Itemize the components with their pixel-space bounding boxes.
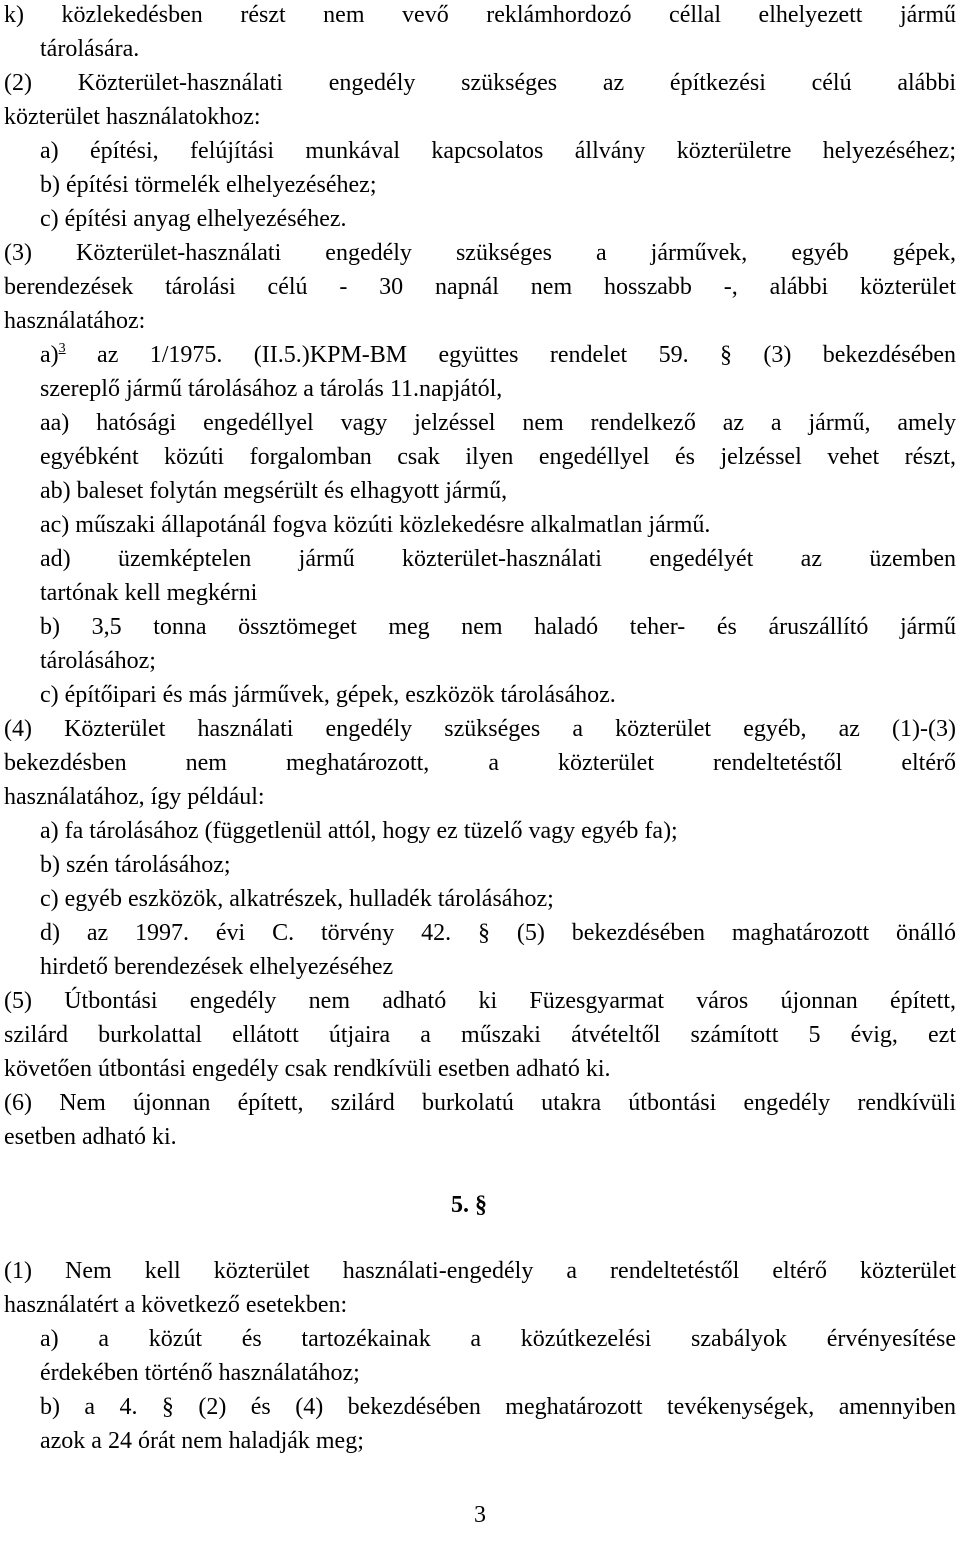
text-line: (4) Közterület használati engedély szükséges a közterület egyéb, az (1)-(3) bbox=[4, 716, 956, 742]
text-line: c) egyéb eszközök, alkatrészek, hulladék tárolásához; bbox=[40, 886, 554, 912]
text-line: használatért a következő esetekben: bbox=[4, 1292, 348, 1318]
text-line: szereplő jármű tárolásához a tárolás 11.napjától, bbox=[40, 376, 503, 402]
text-line: c) építőipari és más járművek, gépek, eszközök tárolásához. bbox=[40, 682, 616, 708]
text-line: berendezések tárolási célú - 30 napnál nem hosszabb -, alábbi közterület bbox=[4, 274, 956, 300]
text-line: b) a 4. § (2) és (4) bekezdésében meghatározott tevékenységek, amennyiben bbox=[40, 1394, 956, 1420]
text-line: a) a közút és tartozékainak a közútkezelési szabályok érvényesítése bbox=[40, 1326, 956, 1352]
text-line: használatához: bbox=[4, 308, 146, 334]
text-line: tárolására. bbox=[40, 36, 140, 62]
text-line: közterület használatokhoz: bbox=[4, 104, 261, 130]
text-line: a) fa tárolásához (függetlenül attól, hogy ez tüzelő vagy egyéb fa); bbox=[40, 818, 678, 844]
text-line: használatához, így például: bbox=[4, 784, 265, 810]
text-line: d) az 1997. évi C. törvény 42. § (5) bekezdésében maghatározott önálló bbox=[40, 920, 956, 946]
text-line: (3) Közterület-használati engedély szükséges a járművek, egyéb gépek, bbox=[4, 240, 956, 266]
text-line: b) 3,5 tonna össztömeget meg nem haladó teher- és áruszállító jármű bbox=[40, 614, 956, 640]
section-heading: 5. § bbox=[451, 1192, 487, 1218]
page-number: 3 bbox=[474, 1502, 486, 1528]
text-line: (6) Nem újonnan épített, szilárd burkolatú utakra útbontási engedély rendkívüli bbox=[4, 1090, 956, 1116]
item-marker: a) bbox=[40, 342, 59, 368]
text-line-with-footnote bbox=[40, 340, 956, 370]
footnote-ref[interactable]: 3 bbox=[58, 341, 66, 356]
text-line: b) szén tárolásához; bbox=[40, 852, 231, 878]
text-line: a) építési, felújítási munkával kapcsolatos állvány közterületre helyezéséhez; bbox=[40, 138, 956, 164]
text-line: (5) Útbontási engedély nem adható ki Füzesgyarmat város újonnan épített, bbox=[4, 988, 956, 1014]
text-line: (1) Nem kell közterület használati-engedély a rendeltetéstől eltérő közterület bbox=[4, 1258, 956, 1284]
text-line: hirdető berendezések elhelyezéséhez bbox=[40, 954, 394, 980]
text-line: b) építési törmelék elhelyezéséhez; bbox=[40, 172, 377, 198]
text-line: bekezdésben nem meghatározott, a közterület rendeltetéstől eltérő bbox=[4, 750, 956, 776]
text-line: aa) hatósági engedéllyel vagy jelzéssel nem rendelkező az a jármű, amely bbox=[40, 410, 956, 436]
text-line: azok a 24 órát nem haladják meg; bbox=[40, 1428, 364, 1454]
text-line: szilárd burkolattal ellátott útjaira a műszaki átvételtől számított 5 évig, ezt bbox=[4, 1022, 956, 1048]
text-line: k) közlekedésben részt nem vevő reklámhordozó céllal elhelyezett jármű bbox=[4, 2, 956, 28]
text-line: tárolásához; bbox=[40, 648, 156, 674]
text-line: esetben adható ki. bbox=[4, 1124, 177, 1150]
text-line: érdekében történő használatához; bbox=[40, 1360, 360, 1386]
text-line: követően útbontási engedély csak rendkívüli esetben adható ki. bbox=[4, 1056, 611, 1082]
text-line: ac) műszaki állapotánál fogva közúti közlekedésre alkalmatlan jármű. bbox=[40, 512, 711, 538]
text-line: tartónak kell megkérni bbox=[40, 580, 258, 606]
item-text: az 1/1975. (II.5.)KPM-BM együttes rendelet 59. § (3) bekezdésében bbox=[65, 342, 956, 368]
text-line: ad) üzemképtelen jármű közterület-használati engedélyét az üzemben bbox=[40, 546, 956, 572]
text-line: ab) baleset folytán megsérült és elhagyott jármű, bbox=[40, 478, 508, 504]
text-line: c) építési anyag elhelyezéséhez. bbox=[40, 206, 347, 232]
text-line: egyébként közúti forgalomban csak ilyen engedéllyel és jelzéssel vehet részt, bbox=[40, 444, 956, 470]
text-line: (2) Közterület-használati engedély szükséges az építkezési célú alábbi bbox=[4, 70, 956, 96]
